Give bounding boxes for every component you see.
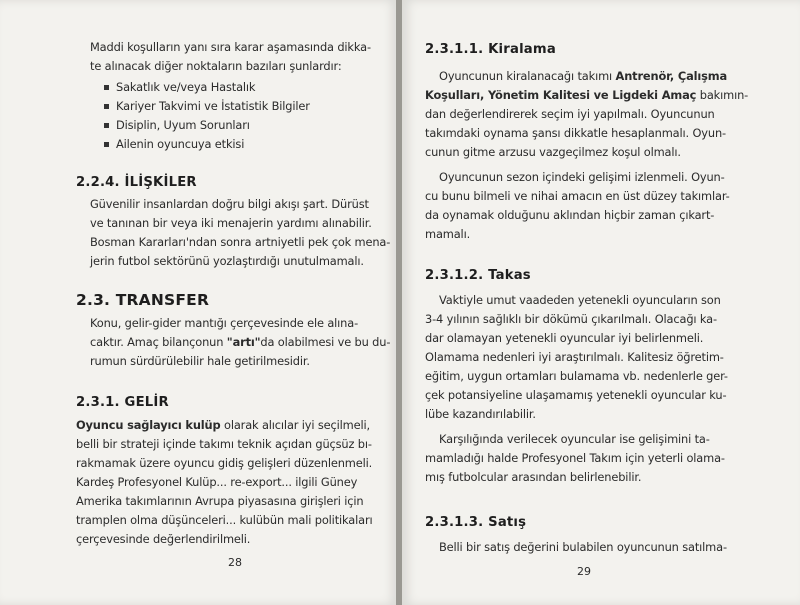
emphasis-text: Oyuncu sağlayıcı kulüp <box>76 418 221 432</box>
list-item <box>104 116 394 135</box>
text-line: belli bir strateji içinde takımı teknik açıdan güçsüz bı- <box>76 437 372 451</box>
emphasis-text: Koşulları, Yönetim Kalitesi ve Ligdeki Amaç <box>425 88 697 102</box>
list-item-text: Kariyer Takvimi ve İstatistik Bilgiler <box>116 99 310 113</box>
bullet-icon <box>104 123 109 128</box>
section-heading-2-3: 2.3. TRANSFER <box>76 291 210 309</box>
text-line <box>76 333 394 352</box>
text-line: dar olamayan yetenekli oyuncular iyi belirlenmeli. <box>425 331 704 345</box>
section-heading-2-3-1-1: 2.3.1.1. Kiralama <box>425 42 556 57</box>
text-run: Oyuncunun kiralanacağı takımı <box>439 69 616 83</box>
text-line: cunun gitme arzusu vazgeçilmez koşul olmalı. <box>425 145 681 159</box>
text-line: mamladığı halde Profesyonel Takım için yeterli olama- <box>425 451 725 465</box>
list-item <box>104 78 394 97</box>
page-number-right: 29 <box>577 565 591 578</box>
text-line: cu bunu bilmeli ve nihai amacın en üst düzey takımlar- <box>425 189 730 203</box>
satis-paragraph <box>425 538 757 557</box>
text-line: Amerika takımlarının Avrupa piyasasına girişleri için <box>76 494 364 508</box>
text-line: da oynamak olduğunu aklından hiçbir zaman çıkart- <box>425 208 715 222</box>
emphasis-text: Antrenör, Çalışma <box>615 69 728 83</box>
text-line: Bosman Kararları'ndan sonra artniyetli pek çok mena- <box>90 235 391 249</box>
text-run: olarak alıcılar iyi seçilmeli, <box>220 418 370 432</box>
right-page-content <box>425 40 757 557</box>
list-item <box>104 97 394 116</box>
section-2-2-4-paragraph <box>76 195 394 271</box>
list-item <box>104 135 394 154</box>
list-item-text: Disiplin, Uyum Sorunları <box>116 118 250 132</box>
text-line: Kardeş Profesyonel Kulüp... re-export... ilgili Güney <box>76 475 358 489</box>
text-line: çek potansiyeline ulaşamamış yetenekli oyuncular ku- <box>425 388 727 402</box>
text-line: dan değerlendirerek seçim iyi yapılmalı. Oyuncunun <box>425 107 715 121</box>
list-item-text: Ailenin oyuncuya etkisi <box>116 137 245 151</box>
bullet-icon <box>104 142 109 147</box>
text-line <box>76 416 394 435</box>
text-line: rumun sürdürülebilir hale getirilmesidir. <box>90 354 310 368</box>
text-line: Konu, gelir-gider mantığı çerçevesinde ele alına- <box>90 316 359 330</box>
kiralama-paragraph-2 <box>425 168 757 244</box>
criteria-list <box>76 78 394 154</box>
text-line: mış futbolcular arasından belirlenebilir. <box>425 470 642 484</box>
text-line: eğitim, uygun ortamları bulamama vb. nedenlerle ger- <box>425 369 728 383</box>
section-2-3-paragraph <box>76 314 394 371</box>
text-run: caktır. Amaç bilançonun <box>90 335 227 349</box>
section-heading-2-3-1: 2.3.1. GELİR <box>76 395 169 410</box>
left-page-content <box>76 38 394 549</box>
text-line: Olamama nedenleri iyi araştırılmalı. Kalitesiz öğretim- <box>425 350 724 364</box>
takas-paragraph-2 <box>425 430 757 487</box>
bullet-icon <box>104 85 109 90</box>
text-line: rakmamak üzere oyuncu gidiş gelişleri düzenlenmeli. <box>76 456 373 470</box>
text-line: Maddi koşulların yanı sıra karar aşamasında dikka- <box>90 40 371 54</box>
left-page <box>0 0 398 605</box>
section-heading-2-2-4: 2.2.4. İLİŞKİLER <box>76 175 197 190</box>
text-line <box>425 86 757 105</box>
text-line <box>425 67 757 86</box>
text-line: 3-4 yılının sağlıklı bir dökümü çıkarılmalı. Olacağı ka- <box>425 312 717 326</box>
text-run: bakımın- <box>696 88 749 102</box>
text-line: Vaktiyle umut vaadeden yetenekli oyuncuların son <box>439 293 721 307</box>
text-line: jerin futbol sektörünü yozlaştırdığı unutulmamalı. <box>90 254 364 268</box>
text-line: tramplen olma düşünceleri... kulübün mali politikaları <box>76 513 373 527</box>
takas-paragraph-1 <box>425 291 757 424</box>
text-line: te alınacak diğer noktaların bazıları şunlardır: <box>90 59 342 73</box>
text-line: mamalı. <box>425 227 471 241</box>
list-item-text: Sakatlık ve/veya Hastalık <box>116 80 256 94</box>
section-heading-2-3-1-3: 2.3.1.3. Satış <box>425 515 527 530</box>
text-line: Güvenilir insanlardan doğru bilgi akışı şart. Dürüst <box>90 197 369 211</box>
text-line: Belli bir satış değerini bulabilen oyuncunun satılma- <box>439 540 727 554</box>
text-line: Karşılığında verilecek oyuncular ise gelişimini ta- <box>439 432 710 446</box>
section-2-3-1-paragraph <box>76 416 394 549</box>
text-line: çerçevesinde değerlendirilmeli. <box>76 532 251 546</box>
emphasis-text: "artı" <box>226 335 261 349</box>
text-line: ve tanınan bir veya iki menajerin yardımı alınabilir. <box>90 216 372 230</box>
text-line: takımdaki oynama şansı dikkatle hesaplanmalı. Oyun- <box>425 126 726 140</box>
section-heading-2-3-1-2: 2.3.1.2. Takas <box>425 268 531 283</box>
text-line: lübe kazandırılabilir. <box>425 407 536 421</box>
bullet-icon <box>104 104 109 109</box>
page-number-left: 28 <box>228 556 242 569</box>
text-run: da olabilmesi ve bu du- <box>260 335 391 349</box>
text-line: Oyuncunun sezon içindeki gelişimi izlenmeli. Oyun- <box>439 170 725 184</box>
intro-paragraph <box>76 38 394 76</box>
kiralama-paragraph-1 <box>425 67 757 162</box>
